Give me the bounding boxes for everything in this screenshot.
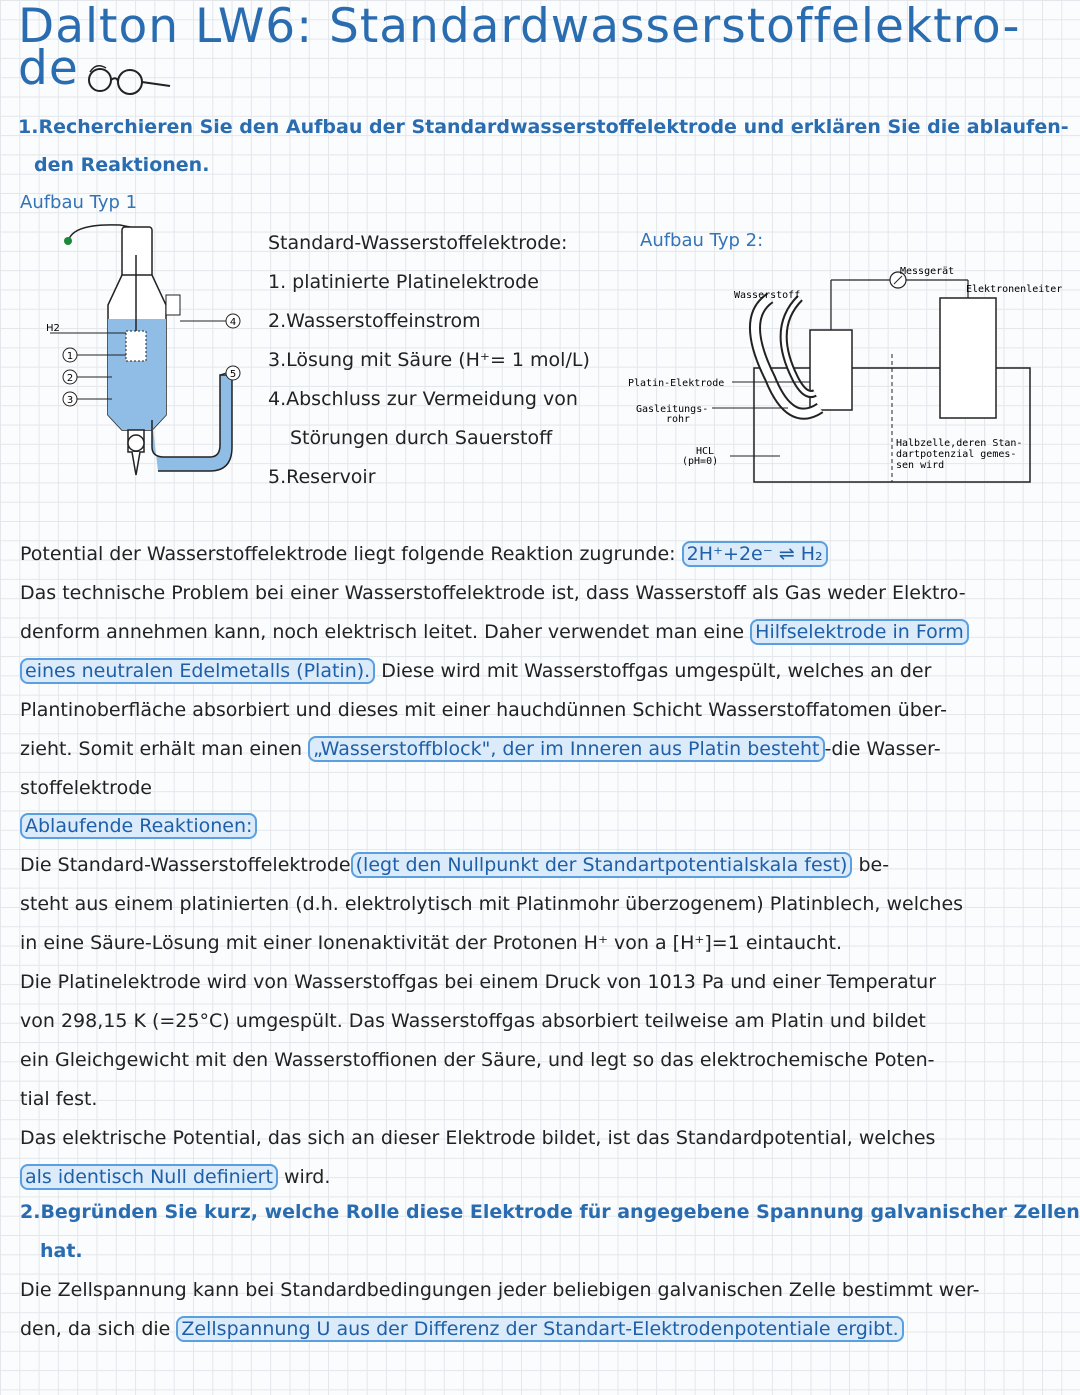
typ2-label: Aufbau Typ 2:	[640, 230, 764, 251]
num-3: 3	[66, 395, 74, 406]
question-2	[20, 1193, 1080, 1271]
paragraph-1	[20, 535, 969, 808]
question-2-line-2: hat.	[40, 1240, 83, 1262]
p2-line-8: Das elektrische Potential, das sich an dieser Elektrode bildet, ist das Standardpotential, welches	[20, 1127, 936, 1149]
list-item: 1. platinierte Platinelektrode	[268, 271, 539, 293]
hcl-label-2: (pH=0)	[682, 456, 719, 467]
p1-line-1: Potential der Wasserstoffelektrode liegt folgende Reaktion zugrunde:	[20, 543, 676, 565]
typ1-label: Aufbau Typ 1	[20, 192, 138, 213]
p2-highlight-2: als identisch Null definiert	[20, 1164, 278, 1190]
p1-line-6: zieht. Somit erhält man einen	[20, 738, 303, 760]
p3-highlight: Zellspannung U aus der Differenz der Standart-Elektrodenpotentiale ergibt.	[176, 1316, 903, 1342]
question-2-line-1: 2.Begründen Sie kurz, welche Rolle diese Elektrode für angegebene Spannung galvanischer Zellen	[20, 1201, 1080, 1223]
p1-line-3: denform annehmen kann, noch elektrisch leitet. Daher verwendet man eine	[20, 621, 745, 643]
hcl-label-1: HCL	[696, 446, 715, 457]
messgeraet-label: Messgerät	[900, 266, 955, 277]
p2-heading: Ablaufende Reaktionen:	[20, 813, 257, 839]
gasleitung-label-1: Gasleitungs-	[636, 404, 709, 415]
num-5: 5	[229, 369, 237, 380]
num-2: 2	[66, 373, 74, 384]
p1-line-6b: -die Wasser-	[824, 738, 941, 760]
p2-line-4: Die Platinelektrode wird von Wasserstoffgas bei einem Druck von 1013 Pa und einer Temperatur	[20, 971, 937, 993]
halbzelle-label-3: sen wird	[896, 460, 945, 471]
list-item: 3.Lösung mit Säure (H⁺= 1 mol/L)	[268, 349, 590, 371]
num-4: 4	[229, 317, 237, 328]
p1-line-4: Diese wird mit Wasserstoffgas umgespült, welches an der	[381, 660, 932, 682]
list-item: 5.Reservoir	[268, 466, 376, 488]
title-line-1: Dalton LW6: Standardwasserstoffelektro-	[18, 0, 1021, 54]
elektronenleiter-label: Elektronenleiter	[966, 284, 1063, 295]
p2-line-6: ein Gleichgewicht mit den Wasserstoffionen der Säure, und legt so das elektrochemische Poten-	[20, 1049, 935, 1071]
p2-line-9: wird.	[283, 1166, 331, 1188]
p1-highlight-1: Hilfselektrode in Form	[750, 619, 969, 645]
p1-line-7: stoffelektrode	[20, 777, 152, 799]
h2-label: H2	[46, 323, 60, 334]
paragraph-3	[20, 1271, 979, 1349]
p2-line-3: in eine Säure-Lösung mit einer Ionenaktivität der Protonen H⁺ von a [H⁺]=1 eintaucht.	[20, 932, 842, 954]
p1-line-2: Das technische Problem bei einer Wasserstoffelektrode ist, dass Wasserstoff als Gas weder Elektro-	[20, 582, 966, 604]
list-heading: Standard-Wasserstoffelektrode:	[268, 232, 568, 254]
list-item: 4.Abschluss zur Vermeidung von	[268, 388, 578, 410]
wasserstoff-label: Wasserstoff	[734, 290, 801, 301]
question-1-line-2: den Reaktionen.	[34, 154, 210, 176]
p2-line-2: steht aus einem platinierten (d.h. elektrolytisch mit Platinmohr überzogenem) Platinblech, welches	[20, 893, 964, 915]
p1-highlight-2: eines neutralen Edelmetalls (Platin).	[20, 658, 375, 684]
p2-line-1: Die Standard-Wasserstoffelektrode	[20, 854, 351, 876]
question-1-line-1: 1.Recherchieren Sie den Aufbau der Standardwasserstoffelektrode und erklären Sie die ablaufen-	[18, 116, 1069, 138]
p2-highlight-1: (legt den Nullpunkt der Standartpotentialskala fest)	[351, 852, 853, 878]
p3-line-1: Die Zellspannung kann bei Standardbedingungen jeder beliebigen galvanischen Zelle bestimmt wer-	[20, 1279, 980, 1301]
platin-label: Platin-Elektrode	[628, 378, 725, 389]
halbzelle-label-2: dartpotenzial gemes-	[896, 449, 1017, 460]
typ2-diagram	[620, 258, 1080, 488]
p2-line-1b: be-	[858, 854, 890, 876]
p1-highlight-3: „Wasserstoffblock", der im Inneren aus Platin besteht	[308, 736, 824, 762]
valve-icon	[64, 237, 72, 245]
electrode-list	[268, 224, 590, 497]
typ1-diagram	[40, 215, 260, 505]
question-1	[18, 108, 1069, 184]
list-item: Störungen durch Sauerstoff	[290, 427, 553, 449]
list-item: 2.Wasserstoffeinstrom	[268, 310, 481, 332]
p1-line-5: Plantinoberfläche absorbiert und dieses mit einer hauchdünnen Schicht Wasserstoffatomen über-	[20, 699, 947, 721]
halbzelle-label-1: Halbzelle,deren Stan-	[896, 438, 1023, 449]
glasses-icon	[82, 58, 182, 98]
p3-line-2: den, da sich die	[20, 1318, 171, 1340]
p2-line-5: von 298,15 K (=25°C) umgespült. Das Wasserstoffgas absorbiert teilweise am Platin und bildet	[20, 1010, 926, 1032]
paragraph-2	[20, 807, 963, 1197]
p2-line-7: tial fest.	[20, 1088, 98, 1110]
num-1: 1	[66, 351, 74, 362]
title-line-2: de	[18, 41, 79, 96]
gasleitung-label-2: rohr	[666, 414, 691, 425]
reaction-equation: 2H⁺+2e⁻ ⇌ H₂	[682, 541, 828, 567]
